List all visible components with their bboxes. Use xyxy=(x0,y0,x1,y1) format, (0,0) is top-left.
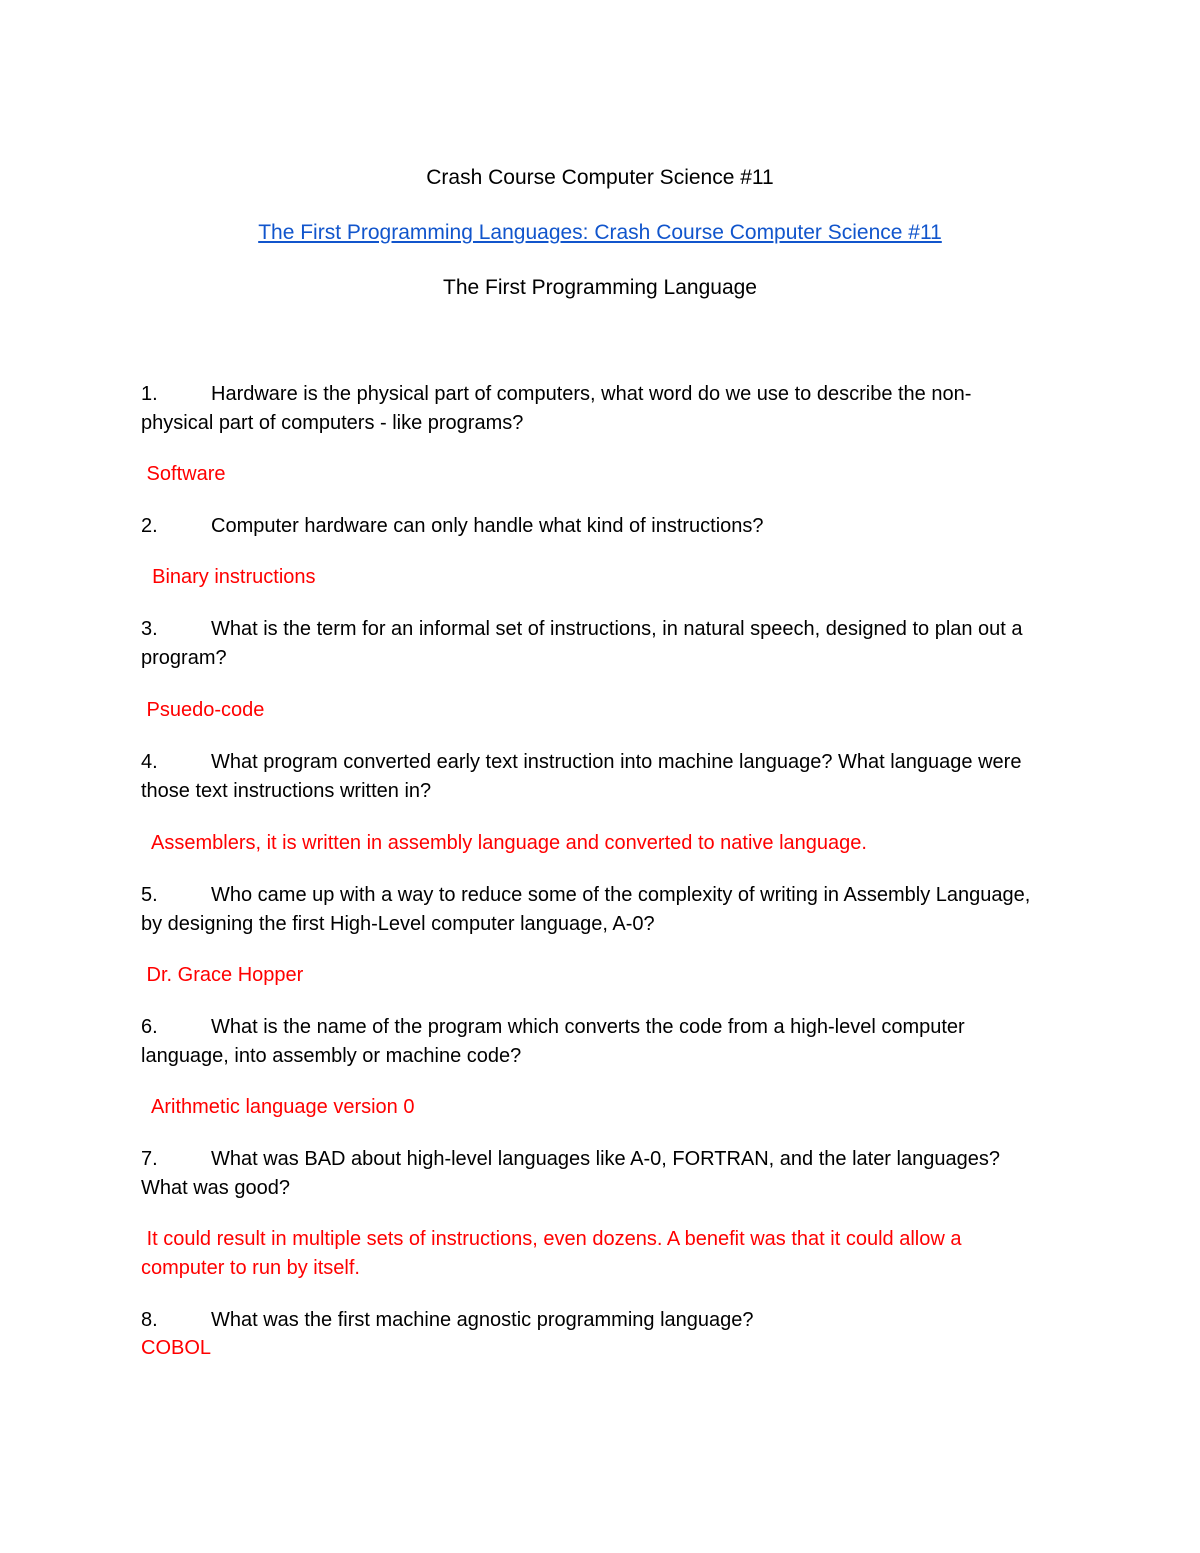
answer-4: Assemblers, it is written in assembly language and converted to native language. xyxy=(141,832,867,854)
video-link[interactable]: The First Programming Languages: Crash Course Computer Science #11 xyxy=(258,221,942,244)
question-number: 4. xyxy=(141,751,158,773)
question-number: 8. xyxy=(141,1309,158,1331)
answer-3: Psuedo-code xyxy=(141,699,265,721)
page-title: Crash Course Computer Science #11 xyxy=(426,166,774,189)
question-number: 6. xyxy=(141,1016,158,1038)
question-7 xyxy=(141,1145,1041,1202)
question-text: Who came up with a way to reduce some of the complexity of writing in Assembly Language, by designing the first High-Level computer language, A-0? xyxy=(141,884,1031,935)
question-number: 5. xyxy=(141,884,158,906)
question-8 xyxy=(141,1306,1041,1335)
question-2 xyxy=(141,512,1041,541)
question-text: What was the first machine agnostic programming language? xyxy=(211,1309,754,1331)
question-text: What is the term for an informal set of instructions, in natural speech, designed to plan out a program? xyxy=(141,618,1023,669)
answer-8: COBOL xyxy=(141,1337,212,1359)
question-4 xyxy=(141,748,1041,805)
answer-5: Dr. Grace Hopper xyxy=(141,964,304,986)
question-6 xyxy=(141,1013,1041,1070)
question-1 xyxy=(141,380,1041,437)
question-number: 7. xyxy=(141,1148,158,1170)
question-text: What was BAD about high-level languages like A-0, FORTRAN, and the later languages? What was good? xyxy=(141,1148,1000,1199)
question-text: Computer hardware can only handle what kind of instructions? xyxy=(211,515,764,537)
answer-6: Arithmetic language version 0 xyxy=(141,1096,415,1118)
question-text: Hardware is the physical part of computers, what word do we use to describe the non-physical part of computers - like programs? xyxy=(141,383,972,434)
question-number: 2. xyxy=(141,515,158,537)
answer-1: Software xyxy=(141,463,226,485)
answer-7: It could result in multiple sets of instructions, even dozens. A benefit was that it could allow a computer to run by itself. xyxy=(141,1228,968,1279)
question-text: What program converted early text instruction into machine language? What language were those text instructions written in? xyxy=(141,751,1022,802)
question-text: What is the name of the program which converts the code from a high-level computer language, into assembly or machine code? xyxy=(141,1016,965,1067)
question-5 xyxy=(141,881,1041,938)
question-3 xyxy=(141,615,1041,672)
answer-2: Binary instructions xyxy=(141,566,316,588)
page-subtitle: The First Programming Language xyxy=(443,276,757,299)
question-number: 3. xyxy=(141,618,158,640)
question-number: 1. xyxy=(141,383,158,405)
